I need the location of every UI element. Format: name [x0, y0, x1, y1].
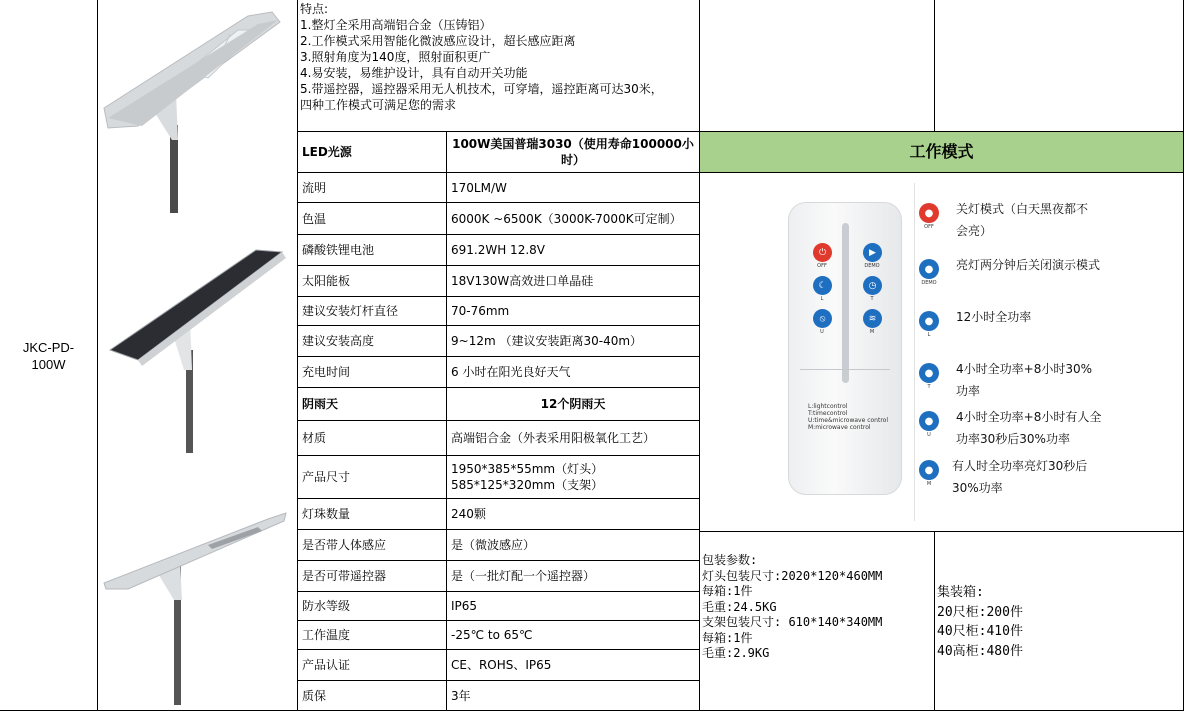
sensor-icon: ⦸ [819, 313, 826, 324]
mode-icon-t: ● [919, 363, 939, 383]
mode-description: 30%功率 [952, 481, 1003, 495]
spec-value: 6000K ~6500K（3000K-7000K可定制） [451, 211, 682, 226]
spec-label: 太阳能板 [302, 274, 351, 288]
packaging-line: 每箱:1件 [702, 630, 753, 645]
spec-label: 色温 [302, 211, 327, 226]
mode-icon-off: ● [919, 203, 939, 223]
spec-label: 建议安装灯杆直径 [302, 304, 399, 318]
remote-button-u[interactable] [813, 309, 832, 328]
feature-line: 5.带遥控器，遥控器采用无人机技术，可穿墙，遥控距离可达30米， [300, 82, 663, 96]
remote-legend [808, 403, 898, 431]
remote-legend-line: T:timecontrol [808, 410, 848, 417]
spec-label: LED光源 [302, 145, 352, 159]
mode-icon-label: M [926, 481, 932, 487]
spec-value: 18V130W高效进口单晶硅 [451, 274, 594, 288]
remote-legend-line: M:microwave control [808, 424, 871, 431]
mode-description: 会亮） [956, 224, 993, 238]
container-block [937, 583, 1177, 661]
spec-value: 是（微波感应） [451, 538, 536, 552]
spec-label: 材质 [302, 431, 327, 445]
spec-value: -25℃ to 65℃ [451, 628, 533, 642]
mode-description: 亮灯两分钟后关闭演示模式 [956, 258, 1101, 272]
mode-icon-u: ● [919, 411, 939, 431]
remote-button-label: M [869, 329, 875, 335]
packaging-line: 支架包装尺寸: 610*140*340MM [702, 615, 883, 629]
mode-description: 功率30秒后30%功率 [956, 432, 1070, 446]
spec-value: 170LM/W [451, 180, 507, 195]
power-icon: ⏻ [818, 247, 827, 258]
remote-button-m[interactable] [863, 309, 882, 328]
spec-label: 充电时间 [302, 365, 351, 379]
remote-button-demo[interactable] [863, 243, 882, 262]
remote-control-panel [782, 183, 1104, 521]
spec-value: 1950*385*55mm（灯头）585*125*320mm（支架） [451, 462, 604, 492]
play-icon: ▶ [869, 247, 876, 258]
spec-label: 是否带人体感应 [302, 538, 387, 552]
mode-icon-label: T [927, 384, 931, 390]
spec-value: 高端铝合金（外表采用阳极氧化工艺） [451, 431, 656, 445]
spec-label: 建议安装高度 [302, 334, 375, 348]
mode-description: 12小时全功率 [956, 310, 1032, 324]
grid-line [699, 0, 700, 711]
spec-label: 灯珠数量 [302, 507, 351, 521]
spec-value: 691.2WH 12.8V [451, 243, 545, 257]
mode-icon-m: ● [919, 460, 939, 480]
container-line: 40高柜:480件 [937, 643, 1023, 659]
street-light-bottom-image [98, 505, 297, 705]
spec-label: 工作温度 [302, 628, 351, 642]
packaging-block [702, 553, 932, 662]
features-heading: 特点: [300, 2, 329, 16]
remote-button-label: OFF [817, 263, 827, 269]
container-line: 40尺柜:410件 [937, 624, 1023, 639]
spec-value: 12个阴雨天 [540, 397, 606, 411]
remote-button-label: T [870, 296, 874, 302]
remote-button-off[interactable] [813, 243, 832, 262]
grid-line [934, 0, 935, 131]
container-line: 集装箱: [937, 585, 984, 600]
features-block [300, 1, 696, 129]
mode-description: 有人时全功率亮灯30秒后 [952, 459, 1088, 473]
mode-icon-demo: ● [919, 259, 939, 279]
feature-line: 四种工作模式可满足您的需求 [300, 98, 457, 112]
mode-icon-label: OFF [924, 224, 934, 230]
mode-description: 功率 [956, 384, 981, 398]
panel-divider [914, 183, 915, 521]
spec-value: 是（一批灯配一个遥控器） [451, 569, 596, 583]
grid-line [934, 531, 935, 711]
spec-value: IP65 [451, 599, 478, 613]
spec-value: 6 小时在阳光良好天气 [451, 365, 571, 379]
street-light-front-image [98, 0, 297, 215]
mode-icon-label: L [927, 332, 931, 338]
feature-line: 2.工作模式采用智能化微波感应设计，超长感应距离 [300, 34, 576, 48]
spec-label: 阴雨天 [302, 397, 339, 411]
spec-value: 9~12m （建议安装距离30-40m） [451, 334, 643, 348]
remote-legend-line: U:time&microwave control [808, 417, 888, 424]
feature-line: 3.照射角度为140度，照射面积更广 [300, 50, 491, 64]
spec-label: 是否可带遥控器 [302, 569, 387, 583]
mode-icon-label: DEMO [921, 280, 937, 286]
spec-value: 70-76mm [451, 304, 510, 318]
packaging-line: 灯头包装尺寸:2020*120*460MM [702, 568, 883, 583]
remote-button-label: DEMO [864, 263, 880, 269]
spec-label: 防水等级 [302, 599, 351, 613]
spec-label: 流明 [302, 180, 327, 195]
work-mode-header: 工作模式 [700, 132, 1183, 172]
packaging-line: 毛重:2.9KG [702, 646, 770, 660]
spec-label: 质保 [302, 689, 327, 703]
remote-divider [800, 369, 890, 370]
remote-button-l[interactable] [813, 276, 832, 295]
container-line: 20尺柜:200件 [937, 604, 1023, 620]
wave-icon: ≋ [868, 313, 877, 324]
packaging-line: 每箱:1件 [702, 584, 753, 598]
packaging-line: 包装参数: [702, 553, 758, 567]
spec-label: 磷酸铁锂电池 [302, 243, 375, 257]
product-image-column [98, 0, 297, 711]
feature-line: 1.整灯全采用高端铝合金（压铸铝） [300, 18, 492, 32]
remote-button-t[interactable] [863, 276, 882, 295]
grid-line [699, 531, 1184, 532]
remote-legend-line: L:lightcontrol [808, 403, 848, 410]
spec-value: 100W美国普瑞3030（使用寿命100000小时） [452, 137, 694, 167]
model-name: JKC-PD- 100W [22, 339, 75, 372]
spec-label: 产品尺寸 [302, 470, 351, 484]
packaging-line: 毛重:24.5KG [702, 599, 777, 614]
mode-description: 4小时全功率+8小时30% [956, 362, 1092, 376]
clock-icon: ◷ [868, 280, 877, 291]
mode-icon-l: ● [919, 311, 939, 331]
remote-button-label: L [820, 296, 824, 302]
remote-button-label: U [820, 329, 824, 335]
spec-label: 产品认证 [302, 658, 351, 672]
grid-line [699, 172, 1184, 173]
mode-icon-label: U [927, 432, 931, 438]
feature-line: 4.易安装，易维护设计，具有自动开关功能 [300, 66, 528, 80]
spec-value: 240颗 [451, 507, 486, 521]
remote-slot [842, 223, 849, 383]
mode-description: 4小时全功率+8小时有人全 [956, 410, 1102, 424]
moon-icon: ☾ [818, 280, 827, 291]
spec-value: 3年 [451, 689, 471, 703]
mode-description: 关灯模式（白天黑夜都不 [956, 202, 1089, 216]
street-light-solar-panel-image [98, 240, 297, 455]
spec-value: CE、ROHS、IP65 [451, 658, 552, 672]
